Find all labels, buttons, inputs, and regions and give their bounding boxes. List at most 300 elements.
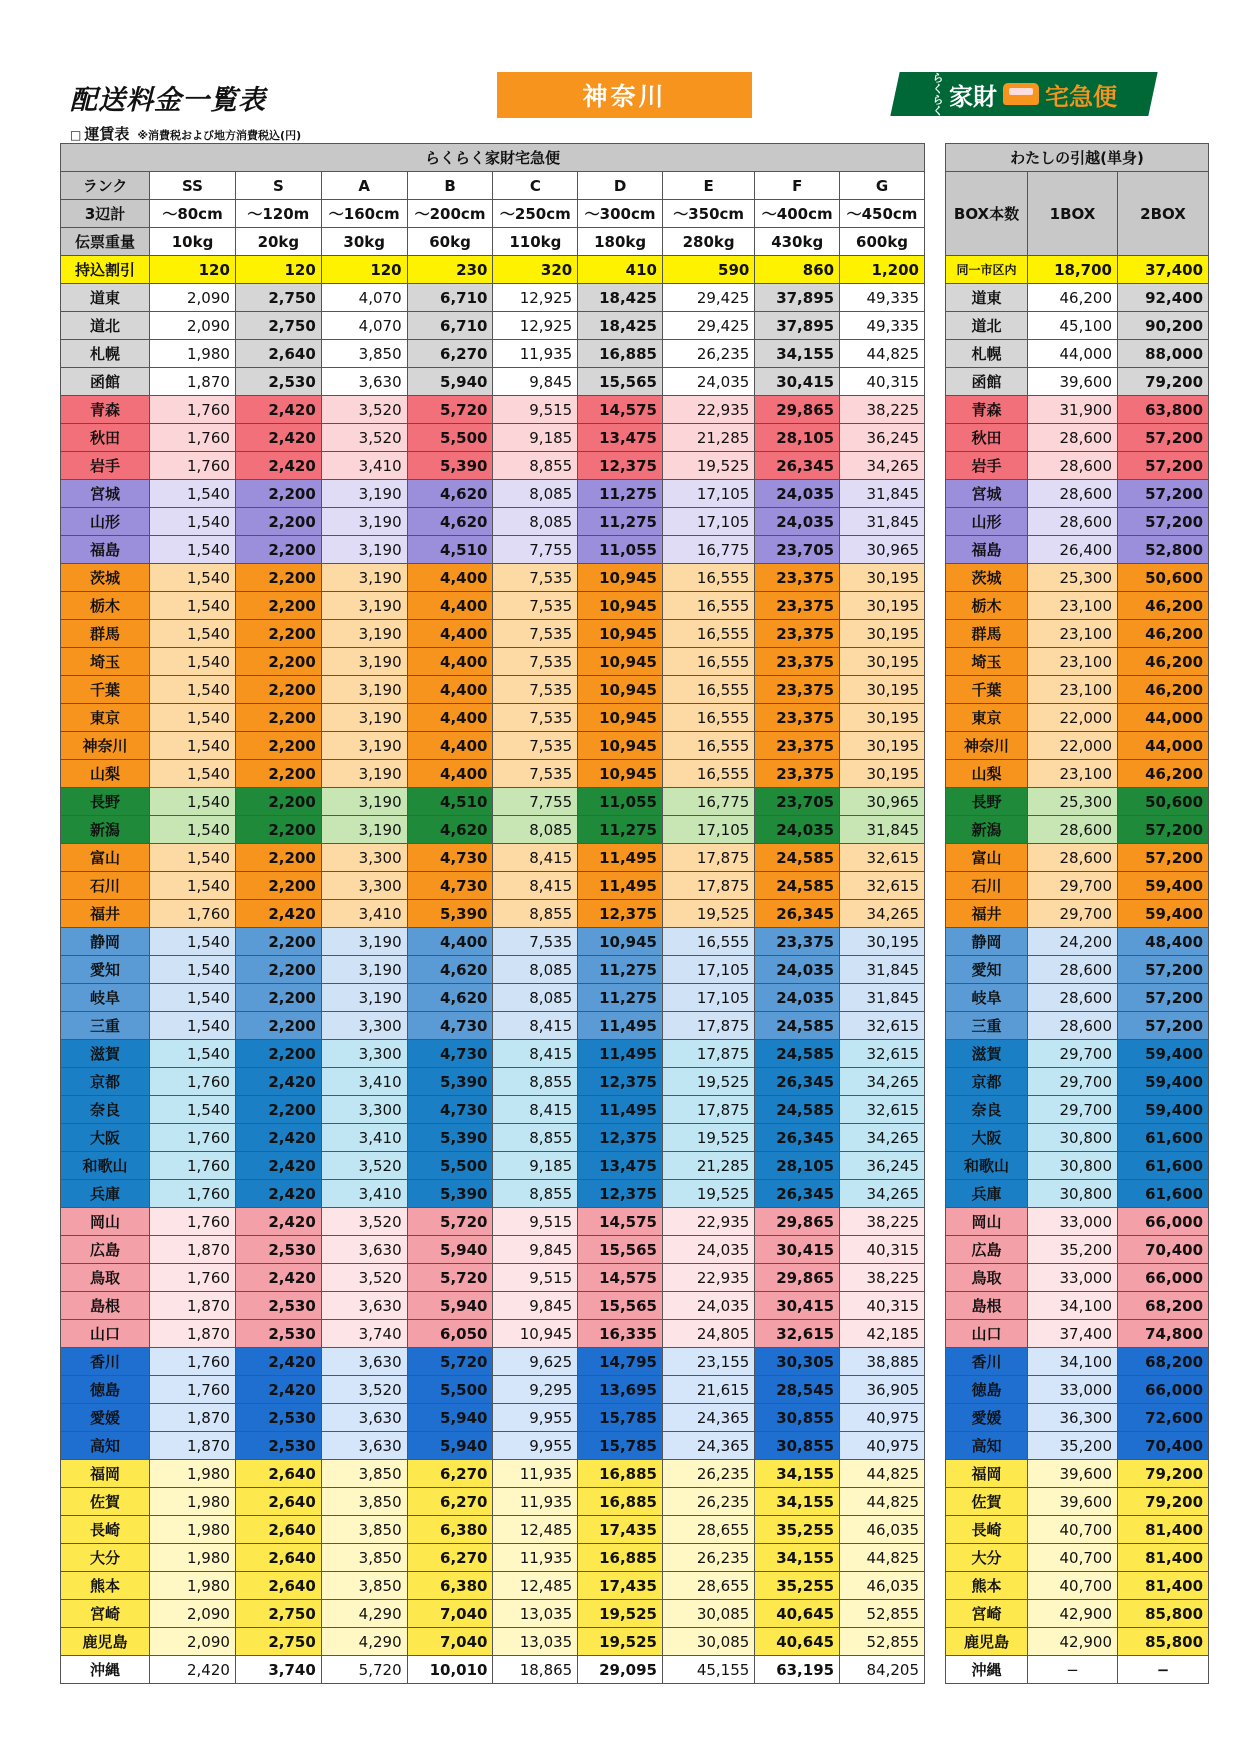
rate-cell: 2,200 — [235, 1040, 321, 1068]
rate-cell: 10,945 — [578, 620, 663, 648]
rate-cell: 11,275 — [578, 480, 663, 508]
moving-row — [946, 760, 1209, 788]
prefecture-cell: 東京 — [61, 704, 150, 732]
rate-row — [61, 1320, 925, 1348]
two-box-cell: 81,400 — [1118, 1572, 1209, 1600]
rate-cell: 10,010 — [407, 1656, 493, 1684]
prefecture-cell: 岩手 — [61, 452, 150, 480]
rate-cell: 17,875 — [662, 1096, 754, 1124]
rate-cell: 3,520 — [321, 424, 407, 452]
rate-cell: 16,775 — [662, 536, 754, 564]
rate-cell: 36,905 — [840, 1376, 925, 1404]
rate-cell: 14,575 — [578, 396, 663, 424]
rate-row — [61, 480, 925, 508]
same-city-label: 同一市区内 — [946, 256, 1028, 284]
prefecture-cell: 山口 — [61, 1320, 150, 1348]
rate-cell: 40,645 — [755, 1600, 840, 1628]
rate-cell: 2,420 — [235, 1180, 321, 1208]
rate-cell: 2,090 — [150, 312, 236, 340]
rate-table — [60, 143, 925, 1684]
rate-cell: 2,420 — [235, 1124, 321, 1152]
two-box-cell: 57,200 — [1118, 508, 1209, 536]
rate-cell: 3,300 — [321, 1040, 407, 1068]
rate-cell: 1,760 — [150, 1264, 236, 1292]
rate-cell: 3,190 — [321, 984, 407, 1012]
prefecture-cell: 長野 — [946, 788, 1028, 816]
prefecture-cell: 鳥取 — [946, 1264, 1028, 1292]
one-box-cell: 34,100 — [1028, 1292, 1118, 1320]
rate-cell: 34,155 — [755, 340, 840, 368]
rate-cell: 31,845 — [840, 480, 925, 508]
rate-cell: 30,085 — [662, 1600, 754, 1628]
sofa-icon — [1003, 83, 1039, 105]
one-box-cell: 28,600 — [1028, 956, 1118, 984]
rate-cell: 5,720 — [407, 1208, 493, 1236]
rate-cell: 7,535 — [493, 732, 578, 760]
rate-cell: 9,515 — [493, 396, 578, 424]
two-box-cell: 85,800 — [1118, 1628, 1209, 1656]
rate-cell: 3,300 — [321, 872, 407, 900]
discount-cell: 320 — [493, 256, 578, 284]
rate-cell: 6,380 — [407, 1572, 493, 1600]
two-box-cell: 61,600 — [1118, 1124, 1209, 1152]
moving-row — [946, 424, 1209, 452]
prefecture-cell: 奈良 — [946, 1096, 1028, 1124]
rate-cell: 3,190 — [321, 592, 407, 620]
prefecture-cell: 栃木 — [946, 592, 1028, 620]
prefecture-cell: 香川 — [946, 1348, 1028, 1376]
size-label: 3辺計 — [61, 200, 150, 228]
rate-cell: 1,540 — [150, 984, 236, 1012]
moving-row — [946, 816, 1209, 844]
rate-cell: 1,540 — [150, 536, 236, 564]
moving-row — [946, 1628, 1209, 1656]
rate-row — [61, 536, 925, 564]
weight-cell: 600kg — [840, 228, 925, 256]
prefecture-cell: 山梨 — [61, 760, 150, 788]
rate-cell: 42,185 — [840, 1320, 925, 1348]
rate-row — [61, 1376, 925, 1404]
rate-cell: 38,225 — [840, 1208, 925, 1236]
prefecture-cell: 札幌 — [61, 340, 150, 368]
rate-cell: 30,085 — [662, 1628, 754, 1656]
rate-row — [61, 1432, 925, 1460]
rate-cell: 8,415 — [493, 1040, 578, 1068]
rate-cell: 10,945 — [578, 592, 663, 620]
rate-cell: 63,195 — [755, 1656, 840, 1684]
rate-cell: 1,540 — [150, 704, 236, 732]
one-box-cell: 30,800 — [1028, 1180, 1118, 1208]
weight-row — [61, 228, 925, 256]
rate-cell: 3,630 — [321, 1432, 407, 1460]
rate-cell: 29,865 — [755, 1208, 840, 1236]
rate-cell: 16,885 — [578, 1460, 663, 1488]
prefecture-cell: 大阪 — [61, 1124, 150, 1152]
moving-row — [946, 956, 1209, 984]
rate-cell: 5,390 — [407, 1124, 493, 1152]
rate-row — [61, 1292, 925, 1320]
moving-row — [946, 984, 1209, 1012]
rate-cell: 4,400 — [407, 732, 493, 760]
rate-cell: 1,540 — [150, 480, 236, 508]
prefecture-cell: 岡山 — [946, 1208, 1028, 1236]
rate-cell: 6,270 — [407, 1544, 493, 1572]
rate-cell: 8,855 — [493, 452, 578, 480]
prefecture-cell: 栃木 — [61, 592, 150, 620]
rate-row — [61, 312, 925, 340]
rate-cell: 3,190 — [321, 704, 407, 732]
prefecture-cell: 愛媛 — [946, 1404, 1028, 1432]
one-box-cell: 28,600 — [1028, 424, 1118, 452]
moving-row — [946, 1656, 1209, 1684]
rate-cell: 5,720 — [407, 396, 493, 424]
rate-cell: 1,540 — [150, 1096, 236, 1124]
rate-row — [61, 284, 925, 312]
two-box-cell: 79,200 — [1118, 1460, 1209, 1488]
rate-cell: 40,315 — [840, 368, 925, 396]
rate-cell: 1,980 — [150, 1516, 236, 1544]
rate-cell: 21,285 — [662, 424, 754, 452]
rate-cell: 11,495 — [578, 1012, 663, 1040]
moving-row — [946, 1488, 1209, 1516]
rate-cell: 4,620 — [407, 508, 493, 536]
rate-row — [61, 1096, 925, 1124]
one-box-cell: 42,900 — [1028, 1628, 1118, 1656]
rate-cell: 9,515 — [493, 1264, 578, 1292]
one-box-cell: 33,000 — [1028, 1208, 1118, 1236]
rate-cell: 10,945 — [578, 732, 663, 760]
two-box-cell: 57,200 — [1118, 480, 1209, 508]
rate-cell: 6,270 — [407, 1460, 493, 1488]
rate-cell: 8,085 — [493, 508, 578, 536]
two-box-cell: 92,400 — [1118, 284, 1209, 312]
rate-cell: 2,200 — [235, 816, 321, 844]
rate-cell: 1,540 — [150, 760, 236, 788]
size-cell: 〜400cm — [755, 200, 840, 228]
rate-cell: 1,540 — [150, 676, 236, 704]
rate-row — [61, 452, 925, 480]
two-box-cell: 72,600 — [1118, 1404, 1209, 1432]
rate-row — [61, 648, 925, 676]
rate-cell: 9,515 — [493, 1208, 578, 1236]
rate-cell: 23,375 — [755, 648, 840, 676]
rate-cell: 1,540 — [150, 788, 236, 816]
prefecture-cell: 山形 — [61, 508, 150, 536]
rate-cell: 19,525 — [662, 1068, 754, 1096]
rate-cell: 7,755 — [493, 788, 578, 816]
rate-cell: 6,270 — [407, 1488, 493, 1516]
rate-cell: 23,375 — [755, 592, 840, 620]
moving-row — [946, 1012, 1209, 1040]
two-box-cell: 61,600 — [1118, 1152, 1209, 1180]
two-box-cell: 57,200 — [1118, 956, 1209, 984]
rate-cell: 1,760 — [150, 1152, 236, 1180]
rate-cell: 1,760 — [150, 1376, 236, 1404]
rate-cell: 3,300 — [321, 1012, 407, 1040]
prefecture-banner: 神奈川 — [497, 72, 752, 118]
two-box-cell: 57,200 — [1118, 452, 1209, 480]
prefecture-cell: 埼玉 — [946, 648, 1028, 676]
two-box-cell: 70,400 — [1118, 1236, 1209, 1264]
one-box-cell: 22,000 — [1028, 732, 1118, 760]
moving-row — [946, 564, 1209, 592]
rate-cell: 34,265 — [840, 900, 925, 928]
rate-cell: 14,575 — [578, 1264, 663, 1292]
rate-cell: 5,940 — [407, 1432, 493, 1460]
rate-cell: 30,965 — [840, 536, 925, 564]
weight-cell: 60kg — [407, 228, 493, 256]
one-box-cell: 40,700 — [1028, 1572, 1118, 1600]
two-box-cell: 85,800 — [1118, 1600, 1209, 1628]
rate-cell: 12,925 — [493, 284, 578, 312]
rate-cell: 40,975 — [840, 1432, 925, 1460]
moving-row — [946, 284, 1209, 312]
prefecture-cell: 宮城 — [946, 480, 1028, 508]
same-city-1box: 18,700 — [1028, 256, 1118, 284]
rate-cell: 3,190 — [321, 928, 407, 956]
one-box-cell: 44,000 — [1028, 340, 1118, 368]
logo-main-text: 家財 — [948, 82, 997, 111]
rate-cell: 17,875 — [662, 1040, 754, 1068]
rate-cell: 31,845 — [840, 984, 925, 1012]
rate-cell: 11,275 — [578, 984, 663, 1012]
same-city-2box: 37,400 — [1118, 256, 1209, 284]
rate-cell: 1,760 — [150, 1124, 236, 1152]
rate-cell: 30,195 — [840, 620, 925, 648]
two-box-cell: 46,200 — [1118, 592, 1209, 620]
rate-row — [61, 1460, 925, 1488]
rate-cell: 12,925 — [493, 312, 578, 340]
weight-cell: 30kg — [321, 228, 407, 256]
rate-cell: 1,760 — [150, 396, 236, 424]
rate-cell: 9,955 — [493, 1404, 578, 1432]
rate-cell: 19,525 — [662, 900, 754, 928]
prefecture-cell: 東京 — [946, 704, 1028, 732]
rate-cell: 10,945 — [578, 928, 663, 956]
two-box-cell: 59,400 — [1118, 872, 1209, 900]
rate-cell: 40,975 — [840, 1404, 925, 1432]
rate-cell: 1,870 — [150, 1432, 236, 1460]
prefecture-cell: 秋田 — [61, 424, 150, 452]
rate-cell: 24,585 — [755, 1040, 840, 1068]
rate-cell: 24,035 — [755, 816, 840, 844]
rate-cell: 13,695 — [578, 1376, 663, 1404]
prefecture-cell: 青森 — [61, 396, 150, 424]
rate-cell: 2,200 — [235, 844, 321, 872]
rate-cell: 2,750 — [235, 284, 321, 312]
prefecture-cell: 長野 — [61, 788, 150, 816]
prefecture-cell: 岩手 — [946, 452, 1028, 480]
rate-cell: 2,200 — [235, 872, 321, 900]
rate-cell: 5,940 — [407, 1236, 493, 1264]
one-box-cell: 30,800 — [1028, 1124, 1118, 1152]
rate-cell: 23,375 — [755, 564, 840, 592]
moving-row — [946, 1040, 1209, 1068]
prefecture-cell: 山口 — [946, 1320, 1028, 1348]
rate-cell: 32,615 — [840, 872, 925, 900]
rate-cell: 10,945 — [578, 676, 663, 704]
rate-row — [61, 1152, 925, 1180]
one-box-cell: 42,900 — [1028, 1600, 1118, 1628]
prefecture-cell: 兵庫 — [61, 1180, 150, 1208]
two-box-cell: 44,000 — [1118, 704, 1209, 732]
rate-cell: 24,035 — [755, 480, 840, 508]
moving-row — [946, 1404, 1209, 1432]
prefecture-cell: 岐阜 — [61, 984, 150, 1012]
rate-cell: 36,245 — [840, 424, 925, 452]
two-box-cell: 74,800 — [1118, 1320, 1209, 1348]
rate-cell: 8,415 — [493, 872, 578, 900]
rate-cell: 23,375 — [755, 676, 840, 704]
rate-cell: 30,415 — [755, 368, 840, 396]
rate-cell: 6,380 — [407, 1516, 493, 1544]
prefecture-cell: 愛媛 — [61, 1404, 150, 1432]
rate-cell: 2,420 — [235, 452, 321, 480]
rate-cell: 1,540 — [150, 732, 236, 760]
rate-cell: 3,520 — [321, 1208, 407, 1236]
rate-cell: 24,585 — [755, 844, 840, 872]
rate-cell: 45,155 — [662, 1656, 754, 1684]
rate-cell: 26,345 — [755, 1124, 840, 1152]
rate-row — [61, 1236, 925, 1264]
rate-cell: 23,375 — [755, 620, 840, 648]
rate-row — [61, 508, 925, 536]
rate-cell: 7,535 — [493, 564, 578, 592]
rate-cell: 9,295 — [493, 1376, 578, 1404]
prefecture-cell: 千葉 — [61, 676, 150, 704]
rate-cell: 12,375 — [578, 1068, 663, 1096]
rate-cell: 1,760 — [150, 1348, 236, 1376]
rate-cell: 34,265 — [840, 1068, 925, 1096]
prefecture-cell: 徳島 — [946, 1376, 1028, 1404]
rate-cell: 2,200 — [235, 732, 321, 760]
rate-cell: 16,335 — [578, 1320, 663, 1348]
rate-cell: 7,535 — [493, 676, 578, 704]
rate-cell: 44,825 — [840, 1460, 925, 1488]
rate-cell: 4,070 — [321, 312, 407, 340]
one-box-cell: 39,600 — [1028, 1488, 1118, 1516]
rate-cell: 13,035 — [493, 1600, 578, 1628]
rate-cell: 11,495 — [578, 872, 663, 900]
rate-row — [61, 368, 925, 396]
prefecture-cell: 千葉 — [946, 676, 1028, 704]
moving-row — [946, 704, 1209, 732]
rate-row — [61, 1348, 925, 1376]
one-box-cell: 29,700 — [1028, 1040, 1118, 1068]
rate-cell: 8,085 — [493, 816, 578, 844]
rate-row — [61, 1068, 925, 1096]
rate-cell: 30,195 — [840, 732, 925, 760]
two-box-cell: 57,200 — [1118, 424, 1209, 452]
moving-row — [946, 928, 1209, 956]
rate-cell: 11,935 — [493, 1544, 578, 1572]
one-box-cell: 28,600 — [1028, 508, 1118, 536]
rate-cell: 3,190 — [321, 564, 407, 592]
rate-cell: 26,345 — [755, 1180, 840, 1208]
rate-cell: 1,760 — [150, 1068, 236, 1096]
prefecture-cell: 茨城 — [946, 564, 1028, 592]
prefecture-cell: 福井 — [946, 900, 1028, 928]
rate-cell: 2,530 — [235, 1432, 321, 1460]
rate-cell: 30,195 — [840, 648, 925, 676]
weight-cell: 20kg — [235, 228, 321, 256]
size-cell: 〜450cm — [840, 200, 925, 228]
one-box-cell: 39,600 — [1028, 368, 1118, 396]
rate-cell: 52,855 — [840, 1628, 925, 1656]
rate-cell: 1,540 — [150, 956, 236, 984]
rate-cell: 3,630 — [321, 1404, 407, 1432]
rate-row — [61, 1208, 925, 1236]
rate-cell: 2,640 — [235, 1572, 321, 1600]
rate-cell: 28,105 — [755, 1152, 840, 1180]
rate-cell: 29,865 — [755, 396, 840, 424]
rate-cell: 11,935 — [493, 1460, 578, 1488]
one-box-cell: 35,200 — [1028, 1432, 1118, 1460]
rate-cell: 2,420 — [235, 396, 321, 424]
rate-cell: 14,575 — [578, 1208, 663, 1236]
discount-cell: 410 — [578, 256, 663, 284]
one-box-cell: 28,600 — [1028, 844, 1118, 872]
rate-cell: 21,615 — [662, 1376, 754, 1404]
prefecture-cell: 福島 — [61, 536, 150, 564]
rank-cell: G — [840, 172, 925, 200]
rate-cell: 30,195 — [840, 676, 925, 704]
rate-cell: 24,035 — [662, 1292, 754, 1320]
two-box-cell: 66,000 — [1118, 1376, 1209, 1404]
prefecture-cell: 兵庫 — [946, 1180, 1028, 1208]
rate-cell: 24,035 — [755, 508, 840, 536]
rate-table-title: らくらく家財宅急便 — [61, 144, 925, 172]
discount-cell: 590 — [662, 256, 754, 284]
prefecture-cell: 和歌山 — [946, 1152, 1028, 1180]
rate-cell: 23,705 — [755, 536, 840, 564]
rate-cell: 19,525 — [662, 452, 754, 480]
rate-cell: 5,390 — [407, 1180, 493, 1208]
rate-cell: 2,200 — [235, 1012, 321, 1040]
rate-cell: 1,870 — [150, 1292, 236, 1320]
moving-row — [946, 1236, 1209, 1264]
rate-cell: 1,540 — [150, 1040, 236, 1068]
rate-cell: 4,620 — [407, 984, 493, 1012]
rate-row — [61, 956, 925, 984]
one-box-cell: 45,100 — [1028, 312, 1118, 340]
rate-cell: 5,720 — [321, 1656, 407, 1684]
rate-cell: 2,640 — [235, 1460, 321, 1488]
rate-cell: 3,190 — [321, 508, 407, 536]
rate-cell: 14,795 — [578, 1348, 663, 1376]
size-cell: 〜350cm — [662, 200, 754, 228]
one-box-cell: 28,600 — [1028, 480, 1118, 508]
rate-cell: 11,055 — [578, 788, 663, 816]
rate-cell: 4,400 — [407, 620, 493, 648]
rate-cell: 29,425 — [662, 312, 754, 340]
rate-row — [61, 816, 925, 844]
rate-cell: 4,730 — [407, 872, 493, 900]
prefecture-cell: 三重 — [61, 1012, 150, 1040]
moving-row — [946, 1096, 1209, 1124]
prefecture-cell: 富山 — [946, 844, 1028, 872]
rate-cell: 3,190 — [321, 760, 407, 788]
rate-cell: 2,750 — [235, 1600, 321, 1628]
rate-cell: 9,845 — [493, 368, 578, 396]
rate-cell: 3,520 — [321, 1376, 407, 1404]
rate-cell: 24,035 — [662, 1236, 754, 1264]
prefecture-cell: 群馬 — [61, 620, 150, 648]
size-cell: 〜80cm — [150, 200, 236, 228]
rate-cell: 3,300 — [321, 844, 407, 872]
rate-cell: 40,315 — [840, 1292, 925, 1320]
rate-cell: 16,555 — [662, 732, 754, 760]
